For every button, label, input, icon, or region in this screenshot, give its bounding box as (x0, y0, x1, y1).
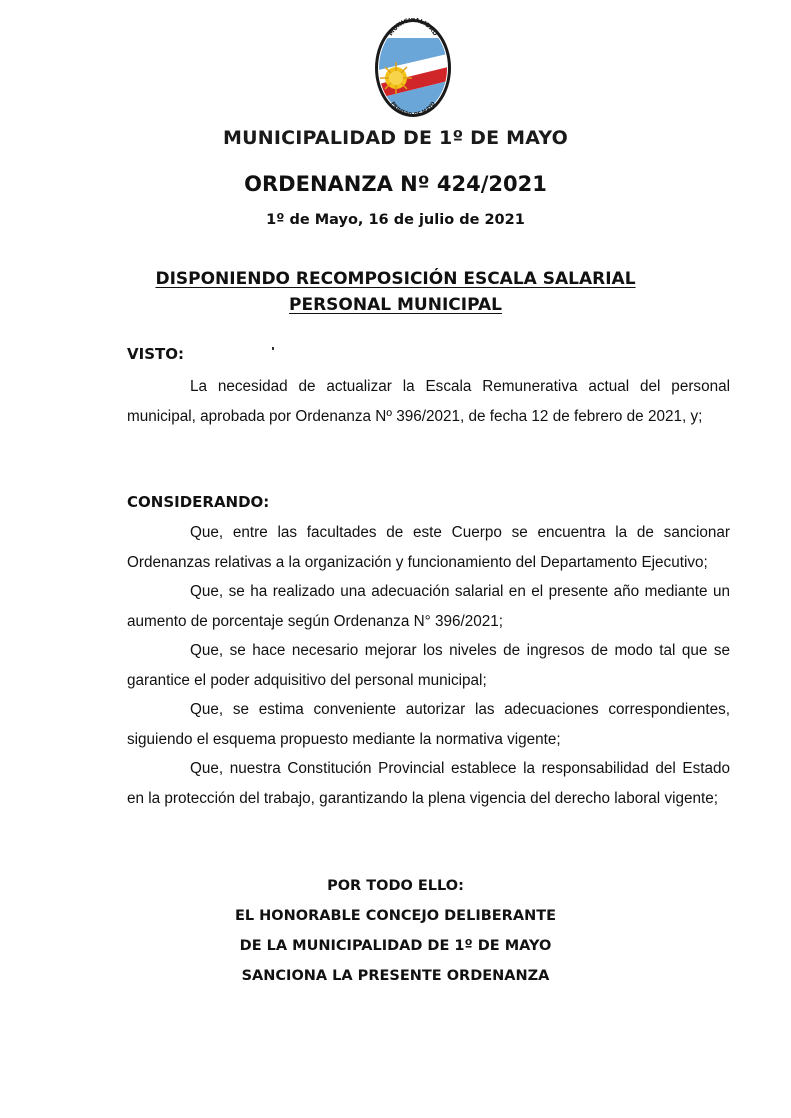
subject-line-1: DISPONIENDO RECOMPOSICIÓN ESCALA SALARIAL (155, 269, 636, 289)
considerando-heading: CONSIDERANDO: (127, 493, 270, 511)
visto-heading: VISTO: (127, 345, 184, 363)
subject-line-2: PERSONAL MUNICIPAL (289, 295, 502, 315)
closing-line-3: DE LA MUNICIPALIDAD DE 1º DE MAYO (239, 938, 552, 954)
ordinance-number: ORDENANZA Nº 424/2021 (244, 172, 547, 196)
considerando-paragraph-5: Que, nuestra Constitución Provincial establece la responsabilidad del Estado en la protección del trabajo, garantizando la plena vigencia del derecho laboral vigente; (127, 760, 730, 807)
considerando-paragraph-1: Que, entre las facultades de este Cuerpo se encuentra la de sancionar Ordenanzas relativas a la organización y funcionamiento del Departamento Ejecutivo; (127, 524, 730, 571)
visto-paragraph: La necesidad de actualizar la Escala Remunerativa actual del personal municipal, aprobada por Ordenanza Nº 396/2021, de fecha 12 de febrero de 2021, y; (127, 378, 730, 425)
considerando-paragraph-4: Que, se estima conveniente autorizar las adecuaciones correspondientes, siguiendo el esquema propuesto mediante la normativa vigente; (127, 701, 730, 748)
closing-block (0, 871, 791, 991)
ordinance-date: 1º de Mayo, 16 de julio de 2021 (266, 212, 525, 228)
seal-top-text: MUNICIPALIDAD (387, 18, 439, 38)
closing-line-1: POR TODO ELLO: (327, 878, 464, 894)
municipal-seal (374, 18, 452, 118)
seal-bottom-text: PRIMERO DE MAYO (389, 100, 437, 118)
closing-line-2: EL HONORABLE CONCEJO DELIBERANTE (234, 908, 557, 924)
scan-speck (272, 347, 274, 350)
considerando-paragraph-3: Que, se hace necesario mejorar los niveles de ingresos de modo tal que se garantice el poder adquisitivo del personal municipal; (127, 642, 730, 689)
considerando-paragraphs (127, 518, 730, 813)
closing-line-4: SANCIONA LA PRESENTE ORDENANZA (241, 968, 550, 984)
considerando-paragraph-2: Que, se ha realizado una adecuación salarial en el presente año mediante un aumento de porcentaje según Ordenanza N° 396/2021; (127, 583, 730, 630)
ordinance-subject (0, 266, 791, 318)
municipality-title: MUNICIPALIDAD DE 1º DE MAYO (223, 127, 568, 149)
